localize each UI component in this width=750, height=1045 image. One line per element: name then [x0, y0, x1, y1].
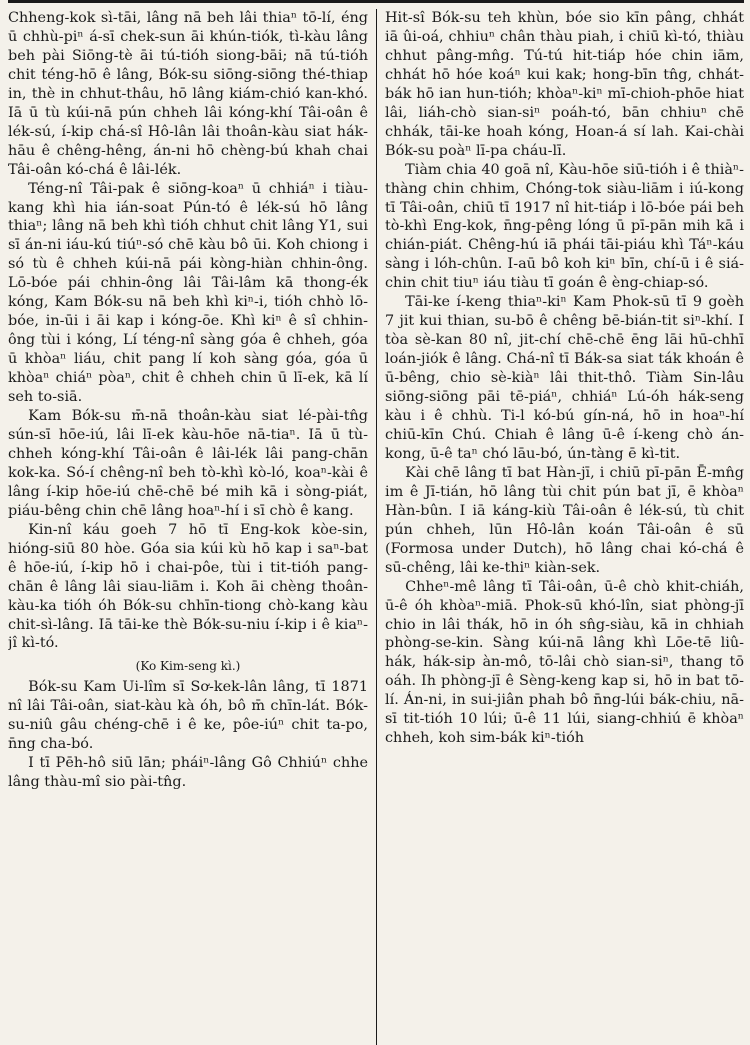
left-paragraph-6: I tī Pēh-hô siū lān; pháiⁿ-lâng Gô Chhiúⁿ chhe lâng thàu-mî sio pài-tn̂g. — [8, 755, 368, 791]
right-column — [376, 9, 744, 1045]
author-signature: (Ko Kim-seng kì.) — [135, 659, 241, 674]
left-paragraph-2: Téng-nî Tâi-pak ê siōng-koaⁿ ū chhiáⁿ i tiàu-kang khì hia ián-soat Pún-tó ê lék-sú hō lâng thiaⁿ; lâng nā beh khì tióh chhut chit lâng Y1, sui sī án-ni iáu-kú tiúⁿ-só chē kàu bô ūi. Koh chiong i só tù ê chheh kúi-nā pái kòng-hiàn chhin-ông. Lō-bóe pái chhin-ông lâi Tâi-lâm kā thong-ék kóng, Kam Bók-su nā beh khì kiⁿ-i, tióh chhò lō-bóe, in-ūi i āi kap i kóng-ōe. Khì kiⁿ ê sî chhin-ông tùi i kóng, Lí téng-nî sàng góa ê chheh, góa ū khòaⁿ liáu, chit pang lí koh sàng góa, góa ū khòaⁿ chiáⁿ pòaⁿ, chit ê chheh chin ū lī-ek, kā lí seh to-siā. — [8, 180, 368, 406]
right-paragraph-3: Tāi-ke í-keng thiaⁿ-kiⁿ Kam Phok-sū tī 9 goèh 7 jit kui thian, su-bō ê chêng bē-bián-tit siⁿ-khí. I tòa sè-kan 80 nî, jit-chí chē-chē ēng lāi hū-chhī loán-jiók ê lâng. Chá-nî tī Bák-sa siat ták khoán ê ū-bêng, chio sè-kiàⁿ lâi thit-thô. Tiàm Sin-lâu siōng-siōng pāi tē-piáⁿ, chhiáⁿ Lú-óh hák-seng kàu i ê chhù. Ti-l kó-bú gín-ná, hō in hoaⁿ-hí chiū-kīn Chú. Chiah ê lâng ū-ê í-keng chò án-kong, ū-ê taⁿ chó lāu-bó, ún-tàng ē kì-tit. — [385, 294, 744, 462]
right-paragraph-1: Hit-sî Bók-su teh khùn, bóe sio kīn pâng, chhát iā ûi-oá, chhiuⁿ chân thàu piah, i chiū kì-tó, thiàu chhut pâng-mn̂g. Tú-tú hit-tiáp hóe chin iām, chhát hō hóe koáⁿ kui kak; hong-bīn tn̂g, chhát-bák hō ian hun-tióh; khòaⁿ-kiⁿ mī-chioh-phōe hiat lâi, liáh-chò sian-siⁿ poáh-tó, bān chhiuⁿ chē chhák, tāi-ke hoah kóng, Hoan-á sí lah. Kai-chài Bók-su poàⁿ lī-pa cháu-lī. — [385, 10, 744, 159]
right-paragraph-2: Tiàm chia 40 goā nî, Kàu-hōe siū-tióh i ê thiàⁿ-thàng chin chhim, Chóng-tok siàu-liām i iú-kong tī Tâi-oân, chiū tī 1917 nî hit-tiáp i lō-bóe pái beh tò-khì Eng-kok, n̄ng-pêng lóng ū pī-pān mih kā i chián-piát. Chêng-hú iā phái tāi-piáu khì Táⁿ-káu sàng i lóh-chûn. I-aū bô koh kiⁿ bīn, chí-ū i ê siá-chin chit tiuⁿ iáu tiàu tī goán ê èng-chiap-só. — [385, 161, 744, 292]
left-paragraph-3: Kam Bók-su m̄-nā thoân-kàu siat lé-pài-tn̂g sún-sī hōe-iú, lâi lī-ek kàu-hōe nā-tiaⁿ. Iā ū tù-chheh kóng-khí Tâi-oân ê lâi-lék lâi pang-chān kok-ka. Só-í chêng-nî beh tò-khì kò-ló, koaⁿ-kài ê lâng í-kip hōe-iú chē-chē bé mih kā i sòng-piát, piáu-bêng chin chē lâng hoaⁿ-hí i sī chò ê kang. — [8, 408, 368, 519]
left-paragraph-4: Kin-nî káu goeh 7 hō tī Eng-kok kòe-sin, hióng-siū 80 hòe. Góa sia kúi kù hō kap i saⁿ-bat ê hōe-iú, í-kip hō i chai-pôe, tùi i tit-tióh pang-chān ê lâng lâi siau-liām i. Koh āi chèng thoân-kàu-ka tióh óh Bók-su chhīn-tiong chò-kang kàu chit-sì-lâng. Iā tāi-ke thè Bók-su-niu í-kip i ê kiaⁿ-jî kì-tó. — [8, 521, 368, 652]
top-rule — [8, 0, 744, 3]
left-column — [8, 9, 376, 1045]
right-paragraph-5: Chheⁿ-mê lâng tī Tâi-oân, ū-ê chò khit-chiáh, ū-ê óh khòaⁿ-miā. Phok-sū khó-lîn, siat phòng-jī chio in lâi thák, hō in óh sn̂g-siàu, kā in chhiah phòng-se-kin. Sàng kúi-nā lâng khì Lōe-tē liû-hák, hák-sip àn-mô, tō-lâi chò sian-siⁿ, thang tō oáh. Ih phòng-jī ê Sèng-keng kap si, hō in bat tō-lí. Án-ni, in sui-jiân phah bô n̄ng-lúi bák-chiu, nā-sī tit-tióh 10 lúi; ū-ê 11 lúi, siang-chhiú ē khòaⁿ chheh, koh sim-bák kiⁿ-tióh — [385, 578, 744, 747]
left-paragraph-1: Chheng-kok sì-tāi, lâng nā beh lâi thiaⁿ tō-lí, éng ū chhù-piⁿ á-sī chek-sun āi khún-tiók, tì-kàu lâng beh pài Siōng-tè āi tú-tióh siong-bāi; nā tú-tióh chit téng-hō ê lâng, Bók-su siōng-siōng thé-thiap in, thè in chhut-thâu, hō lâng kiám-chió kan-khó. Iā ū tù kúi-nā pún chheh lâi kóng-khí Tâi-oân ê lék-sú, í-kip chá-sî Hô-lân lâi thoân-kàu siat hák-hāu ê chêng-hêng, án-ni hō chèng-bú khah chai Tâi-oân kó-chá ê lâi-lék. — [8, 10, 368, 178]
left-paragraph-5: Bók-su Kam Ui-lîm sī Sơ-kek-lân lâng, tī 1871 nî lâi Tâi-oân, siat-kàu kà óh, bô m̄ chīn-lát. Bók-su-niû gâu chéng-chē i ê ke, pôe-iúⁿ chit ta-po, n̄ng cha-bó. — [8, 679, 368, 753]
right-paragraph-4: Kài chē lâng tī bat Hàn-jī, i chiū pī-pān Ē-mn̂g im ê Jī-tián, hō lâng tùi chit pún bat jī, ē khòaⁿ Hàn-bûn. I iā káng-kiù Tâi-oân ê lék-sú, tù chit pún chheh, lūn Hô-lân koán Tâi-oân ê sū (Formosa under Dutch), hō lâng chai kó-chá ê sū-chêng, lâi ke-thiⁿ kiàn-sek. — [385, 464, 744, 576]
two-column-body — [8, 4, 744, 1045]
